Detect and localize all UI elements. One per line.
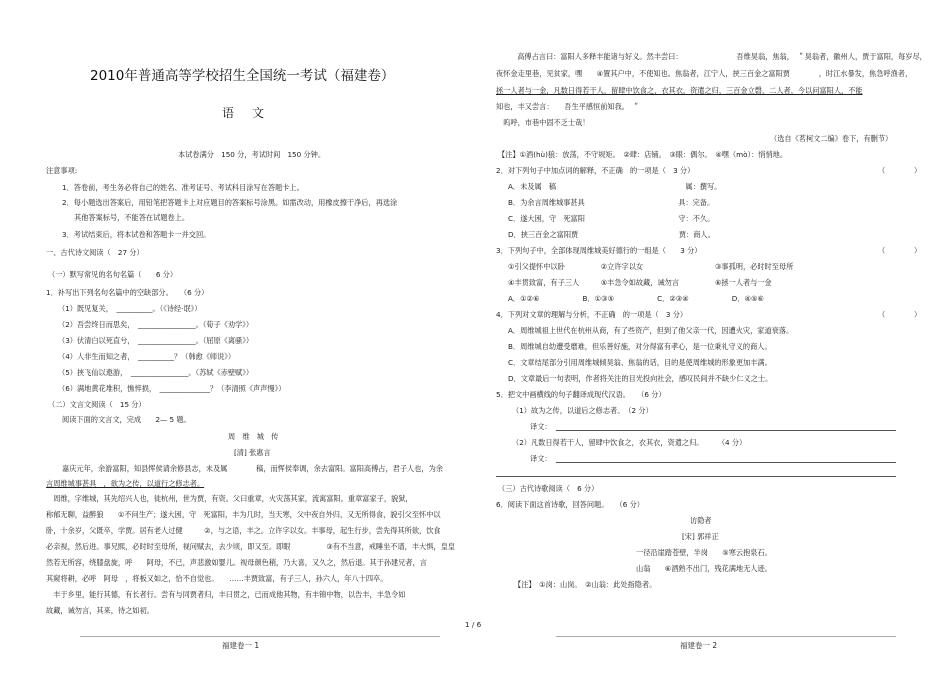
answer-paren: （ ） <box>878 166 922 175</box>
page-footer-right: 福建卷一 2 <box>680 641 718 650</box>
notice-item: 其他答案标号，不能答在试题卷上。 <box>74 213 190 222</box>
essay-line: 夜怀金走里巷，见贫家，嘿 ④置其户中，不使知也。焦翁者，江宁人，挟三百金之富阳贾 ，时江水暴发，焦急呼渔者， <box>496 69 913 78</box>
essay-line: 其窥将耕，必呼 阿母 ，将板又如之，恰不自觉也。 ……丰贾致富，有子三人，孙六人，年八十四卒。 <box>46 574 388 583</box>
essay-line: 嘉庆元年，余游富阳，知县恽侯请余修县志，未及属 稿，而恽侯奉调，余去富阳。富阳高傅占，君子人也，为余 <box>62 464 443 473</box>
fill-blank-item: （4）人非生而知之者， __________？（韩愈《师说》） <box>58 352 236 361</box>
page-number: 1 / 6 <box>465 620 482 629</box>
answer-line <box>496 476 896 477</box>
answer-line <box>556 430 896 431</box>
subject-title: 语文 <box>222 106 283 120</box>
poem-line: 山翁 ⑥酒熟不出门，残花满地无人迹。 <box>636 564 772 573</box>
question-4: 4．下列对文章的理解与分析，不正确 的一项是（ 3 分） <box>496 310 688 319</box>
option: C．文章结尾部分引用周维城倾昊翁、焦翁的话，目的是使周维城的形象更加丰满。 <box>508 358 772 367</box>
option: A．未及属 稿 属：撰写。 <box>508 182 722 191</box>
reading-intro: 阅读下面的文言文，完成 2— 5 题。 <box>62 415 191 424</box>
footer-divider <box>556 636 896 637</box>
subsection-heading: （三）古代诗歌阅读（ 6 分） <box>498 484 599 493</box>
poem-author: [宋] 郭祥正 <box>682 532 719 541</box>
fill-blank-item: （5）挟飞仙以遨游， ________________。（苏轼《赤壁赋》） <box>58 368 254 377</box>
option-group: ①引父提怀中以卧 ②立许字以女 ③事孤明，必时时至母所 <box>508 262 794 271</box>
essay-author: [清] 张惠言 <box>234 448 271 457</box>
footer-divider <box>80 636 440 637</box>
option: A．周维城祖上世代在杭州从商，有了些资产，但到了他父亲一代，因遭火灾，家道衰落。 <box>508 326 794 335</box>
essay-line: 然若无所容，绕膝盘旋，呼 阿母，不已，声悲激如婴儿。视母颜色稍，乃大喜，又久之，然后退。其于孙建兄者，言 <box>46 558 427 567</box>
essay-line: 高傅占言曰：富阳人多释丰能诸与好义。然丰尝曰： 吾维昊翁，焦翁， ＂昊翁者，徽州人，贾于富阳，每岁尽， <box>510 52 927 61</box>
option: B．为余言周维城事甚具 具：完备。 <box>508 198 715 207</box>
essay-line: 周维，字维城，其先绍兴人也，徙杭州，世为贾，有资。父曰重章，火灾荡其家，流寓富阳。重章富家子，貌狱， <box>46 494 413 503</box>
page-footer-left: 福建卷一 1 <box>222 641 260 650</box>
option-row: A．①②⑥ B．①③⑤ C．②③④ D．④⑤⑥ <box>508 294 764 303</box>
fill-blank-item: （1）既见复关， __________。（《诗经·氓》） <box>58 304 202 313</box>
exam-meta: 本试卷满分 150 分，考试时间 150 分钟。 <box>178 150 326 159</box>
question-5-part: （2）凡数日得若干人，留肆中饮食之，衣其衣，资遣之归。 （4 分） <box>512 438 747 447</box>
question-5: 5．把文中画横线的句子翻译成现代汉语。 （6 分） <box>496 390 666 399</box>
essay-line: 故藏，诫勿言，其来，待之如初。 <box>46 606 154 615</box>
exam-title: 2010年普通高等学校招生全国统一考试（福建卷） <box>90 68 395 84</box>
section-heading: 一、古代诗文阅读（ 27 分） <box>46 248 144 257</box>
question-3: 3．下列句子中，全部体现周维城美好德行的一组是（ 3 分） <box>496 246 702 255</box>
poem-title: 访隐者 <box>690 516 712 525</box>
notice-item: 3．考试结束后，将本试卷和答题卡一并交回。 <box>62 230 211 239</box>
subsection-heading: （二）文言文阅读（ 15 分） <box>48 400 146 409</box>
essay-line: 卧，十余岁，父既卒，学贾。居有老人过健 ②，与之语，丰之。立许字以女。丰事母，起生行步，尝先得其所欲，饮食 <box>46 526 441 535</box>
fill-blank-item: （6）满地黄花堆积，憔悴损， ______________？（李清照《声声慢》） <box>58 384 286 393</box>
question-1: 1．补写出下列名句名篇中的空缺部分。 （6 分） <box>46 288 209 297</box>
essay-line: 拯一人者与一金，凡数日得若干人，留肆中饮食之，衣其衣，资遣之归，三百金立磬，二人者，今以问富阳人，不能 <box>496 86 863 95</box>
fill-blank-item: （3）伏清白以死直兮， ________________。（屈原《离骚》） <box>58 336 254 345</box>
essay-line: 必亲视，然后进。事兄熙，必时时至母所，视问赋去，去少顷，即又至。即眼 ③有不当意，戒睡坐不谱，丰大惧，皇皇 <box>46 542 455 551</box>
essay-line: 丰于乡里，能行其德，有长者行。尝有与同贾者归，丰曰贯之，已而成他其物，有丰锦中物，以告丰，丰急令如 <box>46 590 406 599</box>
essay-line: 言周维城事甚具 ，欲为之传，以道行之修志者。 <box>46 479 205 488</box>
option: B．周维城自幼遭受磨难，但乐善好施，对分得富有孝心，是一位秉礼守义的商人。 <box>508 342 772 351</box>
option-group: ④丰贯致富，有子三人 ⑤丰急令如故藏，诫勿言 ⑥拯一人者与一金 <box>508 278 772 287</box>
question-6: 6．阅读下面这首诗歌，回答问题。 （6 分） <box>496 500 644 509</box>
answer-paren: （ ） <box>878 310 922 319</box>
answer-line <box>556 462 896 463</box>
notice-item: 2．每小题选出答案后，用铅笔把答题卡上对应题目的答案标号涂黑。如需改动，用橡皮擦干净后，再选涂 <box>62 198 398 207</box>
poem-line: 一径沿崖踏苍壁，半岗 ⑤寒云抱泉石。 <box>636 548 772 557</box>
essay-line: 知也，丰又尝言： 吾生平感恒前知我。 ＂ <box>496 102 640 111</box>
essay-line: 称郁无聊，益醉狼 ①不问生产；遂大困，守 死富阳，丰为几时，当天寒，父中夜自外归，又无所得食，貌引父至怀中以 <box>46 510 441 519</box>
essay-title: 周 维 城 传 <box>228 432 279 441</box>
subsection-heading: （一）默写常见的名句名篇（ 6 分） <box>48 270 178 279</box>
poem-note: 【注】 ①岗：山岗。 ②山翁：此处指隐者。 <box>514 580 657 589</box>
notice-heading: 注意事项: <box>46 166 78 175</box>
answer-paren: （ ） <box>878 246 922 255</box>
fill-blank-item: （2）吾尝终日而思矣， ________________。（荀子《劝学》） <box>58 320 254 329</box>
essay-line: 呜呼，市巷中固不乏士哉！ <box>496 118 590 127</box>
translation-label: 译文： <box>530 422 552 431</box>
question-2: 2．对下列句子中加点词的解释，不正确 的一项是（ 3 分） <box>496 166 695 175</box>
notice-item: 1．答卷前，考生务必将自己的姓名、准考证号、考试科目涂写在答题卡上。 <box>62 183 304 192</box>
question-5-part: （1）故为之传，以道后之修志者。 （2 分） <box>512 406 653 415</box>
translation-label: 译文： <box>530 454 552 463</box>
option: D．文章最后一句表明，作者将关注的目光投向社会，感叹民间并不缺少仁义之士。 <box>508 374 773 383</box>
essay-notes: 【注】①酒(hù)狼：放荡，不守规矩。 ②肆：店铺。 ③眼：偶尔。 ④嘿（mò）：悄悄地。 <box>498 150 788 159</box>
option: D．挟三百金之富阳贾 贾：商人。 <box>508 230 715 239</box>
option: C．遂大困，守 死富阳 守：不久。 <box>508 214 715 223</box>
essay-source: （选自《茗柯文二编》卷下，有删节） <box>770 134 893 143</box>
